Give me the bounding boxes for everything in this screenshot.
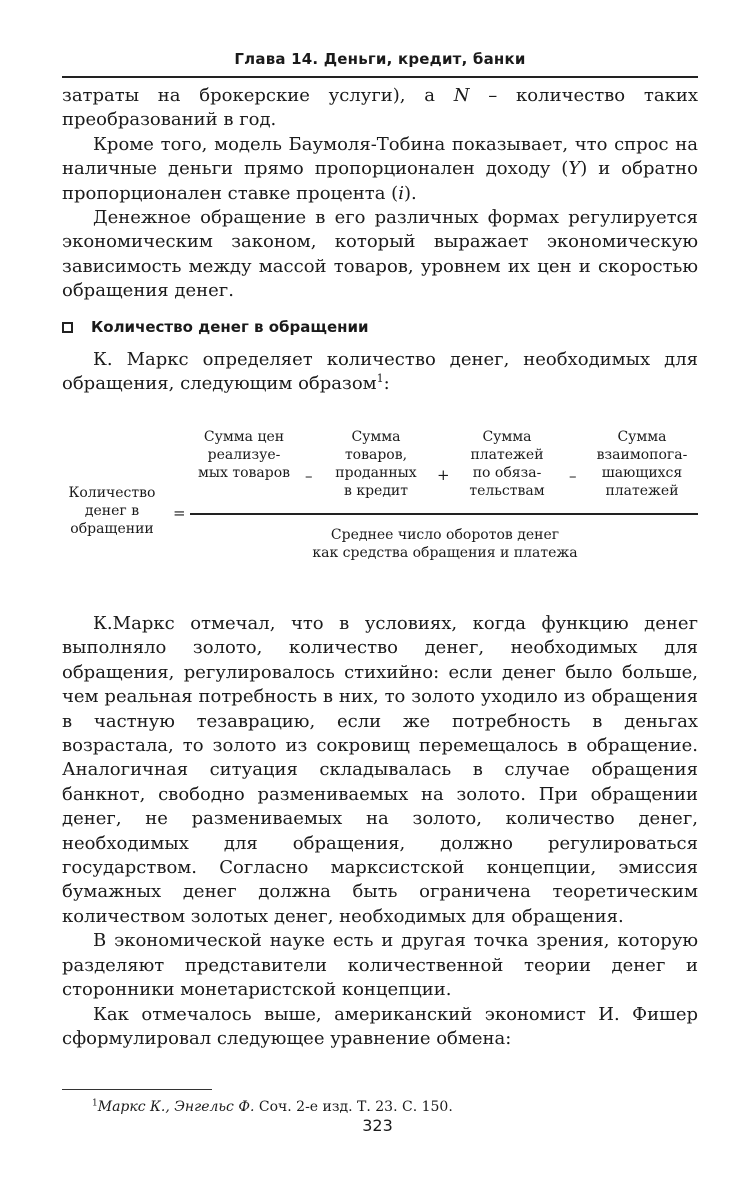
marx-intro bbox=[62, 348, 698, 397]
footnote-mark: 1 bbox=[92, 1098, 98, 1109]
term-1-line-2: реализуе- bbox=[207, 447, 281, 463]
intro-paragraph-1 bbox=[62, 84, 698, 133]
formula-term-2 bbox=[318, 428, 434, 500]
term-1-line-1: Сумма цен bbox=[203, 429, 285, 445]
intro-p2-start: Кроме того, модель Баумоля-Тобина показывает, что спрос на наличные деньги прямо пропорционален доходу ( bbox=[62, 133, 698, 180]
variable-y: Y bbox=[568, 158, 581, 180]
intro-p2-middle: ) и обратно пропорционален ставке процента ( bbox=[62, 158, 699, 204]
formula-minus-sign-1: – bbox=[305, 467, 313, 485]
formula-equals-sign: = bbox=[173, 504, 186, 522]
formula-lhs-line-3: обращении bbox=[70, 521, 154, 537]
marx-intro-colon: : bbox=[383, 373, 390, 395]
term-4-line-1: Сумма bbox=[617, 429, 667, 445]
formula-lhs-line-1: Количество bbox=[68, 485, 156, 501]
term-2-line-3: проданных bbox=[335, 465, 417, 481]
main-text bbox=[62, 612, 698, 1051]
marx-intro-text: К. Маркс определяет количество денег, необходимых для обращения, следующим образом bbox=[62, 349, 698, 395]
checkbox-square-icon bbox=[62, 322, 73, 333]
term-3-line-1: Сумма bbox=[482, 429, 532, 445]
intro-paragraph-3: Денежное обращение в его различных формах регулируется экономическим законом, который выражает экономическую зависимость между массой товаров, уровнем их цен и скоростью обращения денег. bbox=[62, 207, 698, 302]
fraction-bar bbox=[190, 513, 698, 515]
term-2-line-2: товаров, bbox=[344, 447, 408, 463]
body-paragraph-2: В экономической науке есть и другая точка зрения, которую разделяют представители количественной теории денег и сторонники монетаристской концепции. bbox=[62, 930, 698, 1001]
formula-lhs-line-2: денег в bbox=[84, 503, 140, 519]
intro-p1-end: – количество таких преобразований в год. bbox=[62, 85, 698, 131]
term-4-line-3: шающихся bbox=[601, 465, 683, 481]
term-2-line-1: Сумма bbox=[351, 429, 401, 445]
running-head: Глава 14. Деньги, кредит, банки bbox=[234, 50, 526, 68]
formula-lhs bbox=[52, 484, 172, 538]
formula-denominator bbox=[230, 526, 660, 562]
body-paragraph-1: К.Маркс отмечал, что в условиях, когда функцию денег выполняло золото, количество денег, необходимых для обращения, регулировалось стихийно: если денег было больше, чем реальная потребность в них, то золото уходило из обращения в частную тезаврацию, если же потребность в деньгах возрастала, то золото из сокровищ перемещалось в обращение. Аналогичная ситуация складывалась в случае обращения банкнот, свободно размениваемых на золото. При обращении денег, не размениваемых на золото, количество денег, необходимых для обращения, должно регулироваться государством. Согласно марксистской концепции, эмиссия бумажных денег должна быть ограничена теоретическим количеством золотых денег, необходимых для обращения. bbox=[62, 613, 698, 927]
intro-text bbox=[62, 84, 698, 304]
term-4-line-2: взаимопога- bbox=[596, 447, 688, 463]
term-2-line-4: в кредит bbox=[343, 483, 409, 499]
header-rule bbox=[62, 76, 698, 78]
page-number: 323 bbox=[362, 1116, 393, 1135]
formula-term-1 bbox=[188, 428, 300, 482]
intro-p2-end: ). bbox=[403, 182, 417, 204]
footnote-source: Соч. 2-е изд. Т. 23. С. 150. bbox=[254, 1099, 453, 1115]
term-3-line-2: платежей bbox=[470, 447, 544, 463]
denominator-line-1: Среднее число оборотов денег bbox=[330, 527, 560, 543]
formula-plus-sign: + bbox=[437, 466, 450, 484]
body-paragraph-3: Как отмечалось выше, американский экономист И. Фишер сформулировал следующее уравнение обмена: bbox=[62, 1003, 698, 1049]
footnote-rule bbox=[62, 1089, 212, 1090]
intro-paragraph-2 bbox=[62, 133, 698, 206]
variable-i: i bbox=[398, 182, 404, 204]
footnote bbox=[92, 1098, 453, 1116]
section-heading bbox=[62, 318, 698, 336]
formula-minus-sign-2: – bbox=[569, 467, 577, 485]
term-4-line-4: платежей bbox=[605, 483, 679, 499]
section-heading-text: Количество денег в обращении bbox=[91, 318, 369, 336]
term-3-line-3: по обяза- bbox=[472, 465, 542, 481]
variable-n: N bbox=[453, 85, 470, 106]
denominator-line-2: как средства обращения и платежа bbox=[312, 545, 578, 561]
formula-term-3 bbox=[452, 428, 562, 500]
term-3-line-4: тельствам bbox=[469, 483, 545, 499]
formula-term-4 bbox=[586, 428, 698, 500]
footnote-authors: Маркс К., Энгельс Ф. bbox=[97, 1099, 255, 1115]
term-1-line-3: мых товаров bbox=[197, 465, 291, 481]
marx-intro-paragraph bbox=[62, 348, 698, 397]
footnote-reference: 1 bbox=[376, 372, 384, 386]
intro-p1-start: затраты на брокерские услуги), а bbox=[62, 85, 454, 106]
